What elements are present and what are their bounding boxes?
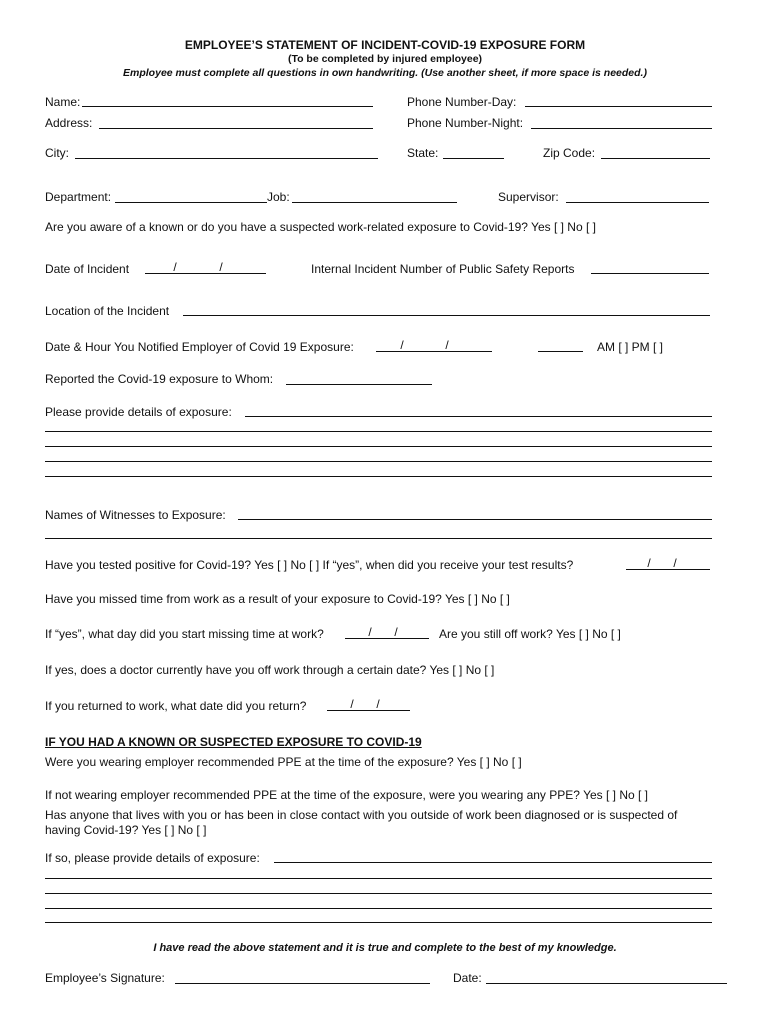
returned-date-field[interactable] xyxy=(327,710,410,711)
date-field[interactable] xyxy=(486,983,727,984)
still-off-question[interactable]: Are you still off work? Yes [ ] No [ ] xyxy=(439,627,621,641)
date-label: Date: xyxy=(453,971,482,985)
phone-night-label: Phone Number-Night: xyxy=(407,116,524,130)
aware-question[interactable]: Are you aware of a known or do you have a suspected work-related exposure to Covid-19? Yes [ ] No [ ] xyxy=(45,220,596,234)
details-line[interactable] xyxy=(45,461,712,462)
date-separator: / xyxy=(400,338,404,352)
phone-day-field[interactable] xyxy=(525,106,712,107)
phone-day-label: Phone Number-Day: xyxy=(407,95,517,109)
section-heading: IF YOU HAD A KNOWN OR SUSPECTED EXPOSURE TO COVID-19 xyxy=(45,735,422,749)
form-title: EMPLOYEE’S STATEMENT OF INCIDENT-COVID-19 EXPOSURE FORM xyxy=(184,38,586,52)
date-incident-label: Date of Incident xyxy=(45,262,130,276)
details2-line[interactable] xyxy=(45,893,712,894)
zip-label: Zip Code: xyxy=(543,146,596,160)
details-line[interactable] xyxy=(45,476,712,477)
details2-label: If so, please provide details of exposure: xyxy=(45,851,260,865)
not-ppe-question[interactable]: If not wearing employer recommended PPE at the time of the exposure, were you wearing any PPE? Yes [ ] No [ ] xyxy=(45,788,648,802)
household-question: Has anyone that lives with you or has been in close contact with you outside of work been diagnosed or is suspected of xyxy=(45,808,678,822)
date-separator: / xyxy=(219,260,223,274)
reported-to-field[interactable] xyxy=(286,384,432,385)
notified-label: Date & Hour You Notified Employer of Covid 19 Exposure: xyxy=(45,340,354,354)
returned-label: If you returned to work, what date did you return? xyxy=(45,699,307,713)
location-label: Location of the Incident xyxy=(45,304,170,318)
address-label: Address: xyxy=(45,116,93,130)
details2-field[interactable] xyxy=(274,862,712,863)
date-separator: / xyxy=(368,625,372,639)
state-label: State: xyxy=(407,146,439,160)
ampm-choice[interactable]: AM [ ] PM [ ] xyxy=(597,340,664,354)
job-label: Job: xyxy=(267,190,290,204)
department-field[interactable] xyxy=(115,202,267,203)
details2-line[interactable] xyxy=(45,878,712,879)
date-separator: / xyxy=(350,697,354,711)
location-field[interactable] xyxy=(183,315,710,316)
zip-field[interactable] xyxy=(601,158,710,159)
internal-number-label: Internal Incident Number of Public Safety Reports xyxy=(311,262,575,276)
signature-label: Employee’s Signature: xyxy=(45,971,165,985)
date-separator: / xyxy=(376,697,380,711)
witnesses-label: Names of Witnesses to Exposure: xyxy=(45,508,226,522)
reported-to-label: Reported the Covid-19 exposure to Whom: xyxy=(45,372,274,386)
details-line[interactable] xyxy=(45,431,712,432)
name-field[interactable] xyxy=(82,106,373,107)
state-field[interactable] xyxy=(443,158,504,159)
date-incident-field[interactable] xyxy=(145,273,266,274)
date-separator: / xyxy=(673,556,677,570)
test-results-date-field[interactable] xyxy=(626,569,710,570)
attestation-statement: I have read the above statement and it is true and complete to the best of my knowledge. xyxy=(153,942,617,954)
missed-question[interactable]: Have you missed time from work as a result of your exposure to Covid-19? Yes [ ] No [ ] xyxy=(45,592,510,606)
supervisor-label: Supervisor: xyxy=(498,190,559,204)
job-field[interactable] xyxy=(292,202,457,203)
date-separator: / xyxy=(394,625,398,639)
form-instruction: Employee must complete all questions in own handwriting. (Use another sheet, if more space is needed.) xyxy=(123,67,647,79)
city-label: City: xyxy=(45,146,69,160)
date-separator: / xyxy=(173,260,177,274)
supervisor-field[interactable] xyxy=(566,202,709,203)
notified-date-field[interactable] xyxy=(376,351,492,352)
tested-question[interactable]: Have you tested positive for Covid-19? Yes [ ] No [ ] If “yes”, when did you receive your test results? xyxy=(45,558,574,572)
witnesses-field[interactable] xyxy=(238,519,712,520)
city-field[interactable] xyxy=(75,158,378,159)
start-missing-label: If “yes”, what day did you start missing time at work? xyxy=(45,627,324,641)
details-line[interactable] xyxy=(45,446,712,447)
form-subtitle: (To be completed by injured employee) xyxy=(287,53,483,65)
ppe-question[interactable]: Were you wearing employer recommended PPE at the time of the exposure? Yes [ ] No [ ] xyxy=(45,755,522,769)
household-question-cont[interactable]: having Covid-19? Yes [ ] No [ ] xyxy=(45,823,207,837)
phone-night-field[interactable] xyxy=(531,128,712,129)
date-separator: / xyxy=(445,338,449,352)
signature-field[interactable] xyxy=(175,983,430,984)
details2-line[interactable] xyxy=(45,908,712,909)
address-field[interactable] xyxy=(99,128,373,129)
internal-number-field[interactable] xyxy=(591,273,709,274)
start-missing-date-field[interactable] xyxy=(345,638,429,639)
notified-hour-field[interactable] xyxy=(538,351,583,352)
date-separator: / xyxy=(647,556,651,570)
department-label: Department: xyxy=(45,190,112,204)
witnesses-line[interactable] xyxy=(45,538,712,539)
details-field[interactable] xyxy=(245,416,712,417)
details2-line[interactable] xyxy=(45,922,712,923)
details-label: Please provide details of exposure: xyxy=(45,405,232,419)
name-label: Name: xyxy=(45,95,81,109)
doctor-question[interactable]: If yes, does a doctor currently have you off work through a certain date? Yes [ ] No [ ] xyxy=(45,663,495,677)
